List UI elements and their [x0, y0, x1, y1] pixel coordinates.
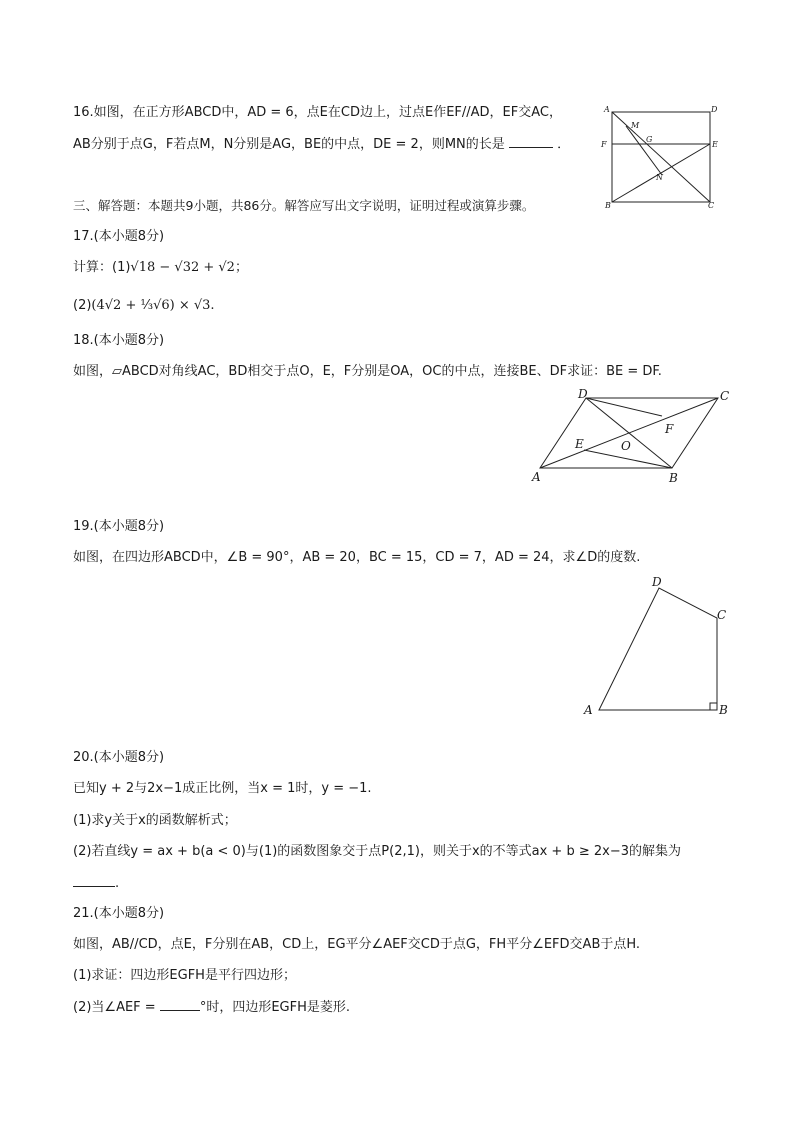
q18-label-d: D: [578, 388, 588, 401]
q18-figure: [528, 388, 734, 488]
q16-line2-text: AB分别于点G，F若点M，N分别是AG，BE的中点，DE = 2，则MN的长是: [73, 137, 505, 152]
q16-label-d: D: [711, 105, 718, 114]
q16-label-g: G: [646, 135, 653, 144]
q21-part2: [73, 998, 350, 1017]
q19-figure: [578, 570, 738, 720]
q19-label-d: D: [652, 575, 662, 589]
q19-label-a: A: [584, 703, 593, 717]
q18-label-f: F: [665, 422, 674, 436]
q16-label-n: N: [656, 173, 663, 182]
q18-label-a: A: [532, 470, 541, 484]
q20-part2-end: .: [115, 876, 120, 891]
q18-text: 如图，▱ABCD对角线AC，BD相交于点O，E，F分别是OA，OC的中点，连接BE、DF求证：BE = DF.: [73, 364, 662, 379]
q16-answer-blank[interactable]: [509, 135, 553, 148]
q20-answer-blank[interactable]: [73, 874, 115, 887]
q20-header: 20.(本小题8分): [73, 750, 165, 765]
q17-part2-expr: (4√2 + ⅓√6) × √3.: [91, 298, 215, 313]
q20-line1: 已知y + 2与2x−1成正比例，当x = 1时，y = −1.: [73, 781, 372, 796]
q20-part2-blank-line: [73, 874, 119, 893]
q16-label-b: B: [605, 201, 611, 210]
q18-label-b: B: [669, 471, 678, 485]
q21-part2-suffix: °时，四边形EGFH是菱形.: [199, 1000, 351, 1015]
q19-header: 19.(本小题8分): [73, 519, 165, 534]
q16-figure: [598, 100, 724, 210]
q17-part2: [73, 297, 215, 315]
q16-line2-end: ．: [557, 137, 571, 152]
q21-part2-prefix: (2)当∠AEF =: [73, 1000, 156, 1015]
q16-label-a: A: [604, 105, 610, 114]
q17-part2-prefix: (2): [73, 298, 92, 313]
q16-label-e: E: [712, 140, 718, 149]
q21-text: 如图，AB//CD，点E，F分别在AB，CD上，EG平分∠AEF交CD于点G，FH平分∠EFD交AB于点H.: [73, 937, 641, 952]
q21-part1: (1)求证：四边形EGFH是平行四边形；: [73, 968, 296, 983]
q19-label-b: B: [719, 703, 728, 717]
q18-label-e: E: [575, 437, 584, 451]
q19-label-c: C: [717, 608, 727, 622]
q17-part1-expr: √18 − √32 + √2；: [130, 260, 248, 275]
q20-part2: (2)若直线y = ax + b(a < 0)与(1)的函数图象交于点P(2,1)，则关于x的不等式ax + b ≥ 2x−3的解集为: [73, 844, 681, 859]
q16-label-m: M: [631, 121, 640, 130]
q16-label-f: F: [601, 140, 607, 149]
q21-answer-blank[interactable]: [160, 998, 200, 1011]
q17-part1: [73, 259, 248, 277]
q16-line2: [73, 135, 570, 154]
q17-part1-prefix: 计算：(1): [73, 260, 131, 275]
q18-header: 18.(本小题8分): [73, 333, 165, 348]
q16-label-c: C: [708, 201, 715, 210]
q19-text: 如图，在四边形ABCD中，∠B = 90°，AB = 20，BC = 15，CD = 7，AD = 24，求∠D的度数.: [73, 550, 641, 565]
q18-label-c: C: [720, 389, 730, 403]
q18-label-o: O: [621, 439, 631, 453]
q21-header: 21.(本小题8分): [73, 906, 165, 921]
q17-header: 17.(本小题8分): [73, 229, 165, 244]
section-3-heading: 三、解答题：本题共9小题，共86分。解答应写出文字说明，证明过程或演算步骤。: [73, 198, 535, 213]
q16-line1: 16.如图，在正方形ABCD中，AD = 6，点E在CD边上，过点E作EF//AD，EF交AC，: [73, 105, 562, 120]
q20-part1: (1)求y关于x的函数解析式；: [73, 813, 237, 828]
